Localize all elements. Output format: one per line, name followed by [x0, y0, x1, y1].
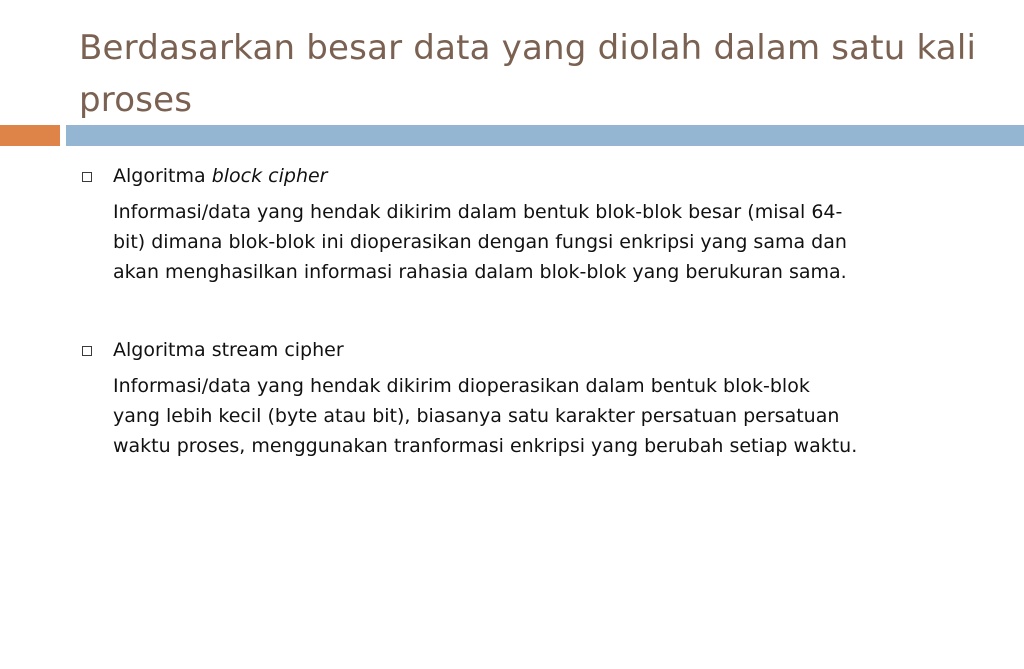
- bullet-description-line: akan menghasilkan informasi rahasia dalam blok-blok yang berukuran sama.: [113, 261, 847, 283]
- bullet-description: [113, 197, 963, 287]
- bullet-description-line: waktu proses, menggunakan tranformasi enkripsi yang berubah setiap waktu.: [113, 435, 858, 457]
- bullet-description-line: Informasi/data yang hendak dikirim dioperasikan dalam bentuk blok-blok: [113, 375, 810, 397]
- bullet-description-line: yang lebih kecil (byte atau bit), biasanya satu karakter persatuan persatuan: [113, 405, 840, 427]
- bullet-description-line: Informasi/data yang hendak dikirim dalam bentuk blok-blok besar (misal 64-: [113, 201, 843, 223]
- accent-bar-blue: [66, 125, 1024, 146]
- bullet-item-block-cipher: [79, 160, 969, 287]
- bullet-description-line: bit) dimana blok-blok ini dioperasikan dengan fungsi enkripsi yang sama dan: [113, 231, 847, 253]
- slide-content: [79, 160, 969, 461]
- bullet-heading: [113, 160, 327, 192]
- bullet-description: [113, 371, 963, 461]
- bullet-row: [79, 334, 969, 366]
- square-bullet-icon: [82, 172, 92, 182]
- square-bullet-icon: [82, 346, 92, 356]
- bullet-heading-prefix: Algoritma: [113, 165, 212, 187]
- bullet-row: [79, 160, 969, 192]
- bullet-heading: [113, 334, 344, 366]
- bullet-heading-emphasis: block cipher: [211, 165, 328, 187]
- accent-bar-orange: [0, 125, 60, 146]
- bullet-heading-prefix: Algoritma stream cipher: [113, 339, 344, 361]
- bullet-item-stream-cipher: [79, 334, 969, 461]
- slide-title: Berdasarkan besar data yang diolah dalam satu kali proses: [79, 28, 977, 120]
